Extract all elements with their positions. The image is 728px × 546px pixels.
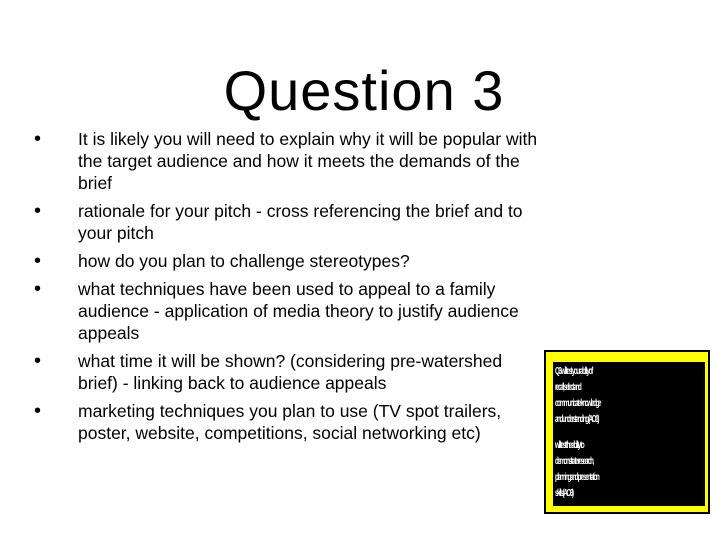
bullet-text: what techniques have been used to appeal to a family audience - application of media theory to justify audience appeals xyxy=(78,279,519,343)
rubric-line: planning and presentation xyxy=(555,472,599,483)
rubric-line: recall, select and xyxy=(555,382,581,393)
bullet-text: It is likely you will need to explain why it will be popular with the target audience and how it meets the demands of the brief xyxy=(78,129,538,193)
list-item xyxy=(34,200,544,244)
bullet-text: how do you plan to challenge stereotypes? xyxy=(78,251,410,271)
rubric-line: Q3 will test your ability of xyxy=(555,366,592,377)
bullet-icon: • xyxy=(34,200,42,222)
rubric-line: communicate knowledge xyxy=(555,398,601,409)
list-item xyxy=(34,128,544,194)
bullet-icon: • xyxy=(34,400,42,422)
list-item xyxy=(34,400,544,444)
rubric-line: and understanding (AO1) xyxy=(555,414,599,425)
bullet-text: rationale for your pitch - cross referencing the brief and to your pitch xyxy=(78,201,523,243)
rubric-line: skills (AO3) xyxy=(555,488,573,499)
rubric-line: demonstrate research, xyxy=(555,456,593,467)
bullet-icon: • xyxy=(34,350,42,372)
assessment-objectives-box xyxy=(544,350,710,514)
bullet-text: marketing techniques you plan to use (TV spot trailers, poster, website, competitions, social networking etc) xyxy=(78,401,502,443)
bullet-text: what time it will be shown? (considering pre-watershed brief) - linking back to audience appeals xyxy=(78,351,503,393)
list-item xyxy=(34,350,544,394)
slide-title: Question 3 xyxy=(223,59,505,122)
list-item xyxy=(34,278,544,344)
list-item xyxy=(34,250,544,272)
bullet-icon: • xyxy=(34,250,42,272)
bullet-icon: • xyxy=(34,128,42,150)
rubric-line: will test the ability to xyxy=(555,440,584,451)
bullet-list xyxy=(34,128,544,450)
bullet-icon: • xyxy=(34,278,42,300)
assessment-objectives-panel xyxy=(553,362,705,506)
